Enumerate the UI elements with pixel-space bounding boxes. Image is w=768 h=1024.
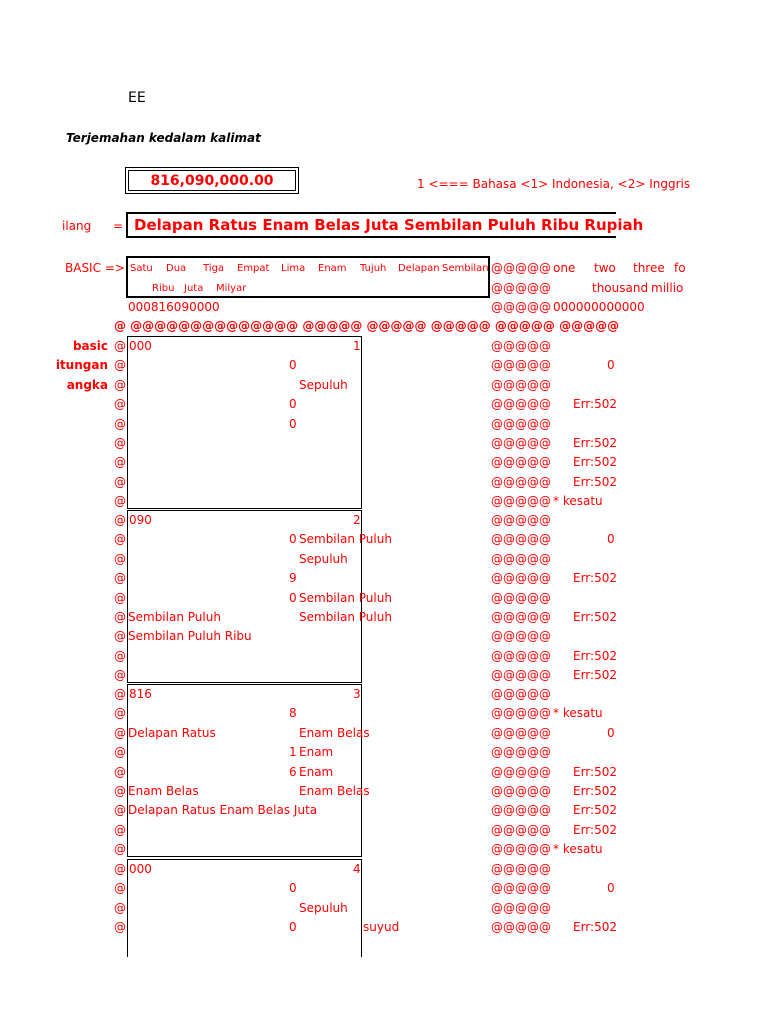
at-marker: @: [114, 649, 126, 663]
at-marker: @: [114, 591, 126, 605]
subtitle: Terjemahan kedalam kalimat: [66, 131, 261, 145]
row-right-value: Err:502: [573, 475, 617, 489]
row-mid-value: 0: [289, 358, 297, 372]
at-col: @@@@@: [491, 455, 551, 469]
at-col: @@@@@: [491, 339, 551, 353]
basic-code: 000816090000: [128, 300, 220, 314]
block-header-value: 000: [129, 862, 152, 876]
row-right-value: * kesatu: [553, 842, 603, 856]
block-header-value: 090: [129, 513, 152, 527]
side-label-itungan: itungan: [55, 358, 108, 372]
word-9: Sembilan: [442, 263, 489, 274]
row-right-value: Err:502: [573, 823, 617, 837]
row-mid-text: Sembilan Puluh: [299, 610, 392, 624]
word-5: Lima: [281, 263, 306, 274]
row-right-value: Err:502: [573, 436, 617, 450]
word-2: Dua: [166, 263, 187, 274]
row-mid-text: Sepuluh: [299, 552, 348, 566]
at-marker: @: [114, 610, 126, 624]
row-right-value: 0: [607, 532, 615, 546]
row-right-value: 0: [607, 881, 615, 895]
at-marker: @: [114, 417, 126, 431]
at-col: @@@@@: [491, 494, 551, 508]
at-col: @@@@@: [491, 862, 551, 876]
at-col-basic-2: @@@@@: [491, 281, 551, 295]
at-marker: @: [114, 726, 126, 740]
block-number: 1: [353, 339, 361, 353]
word-6: Enam: [318, 263, 347, 274]
at-marker: @: [114, 745, 126, 759]
at-marker: @: [114, 706, 126, 720]
row-right-value: Err:502: [573, 668, 617, 682]
block-number: 3: [353, 687, 361, 701]
at-marker: @: [114, 901, 126, 915]
row-right-value: Err:502: [573, 803, 617, 817]
row-left-text: Delapan Ratus: [128, 726, 216, 740]
row-right-value: 0: [607, 358, 615, 372]
row-mid-value: 8: [289, 706, 297, 720]
language-note: 1 <=== Bahasa <1> Indonesia, <2> Inggris: [417, 177, 691, 191]
row-mid-text: Enam Belas: [299, 726, 370, 740]
row-left-text: Enam Belas: [128, 784, 199, 798]
eng-one: one: [553, 261, 576, 275]
terbilang-box: [126, 212, 644, 238]
word-4: Empat: [237, 263, 270, 274]
at-col: @@@@@: [491, 687, 551, 701]
word-7: Tujuh: [360, 263, 387, 274]
number-box: [125, 167, 299, 194]
at-marker: @: [114, 862, 126, 876]
at-marker: @: [114, 571, 126, 585]
at-col: @@@@@: [491, 436, 551, 450]
row-mid-value: 0: [289, 881, 297, 895]
row-right-value: * kesatu: [553, 494, 603, 508]
at-marker: @: [114, 339, 126, 353]
at-marker: @: [114, 475, 126, 489]
row-mid-text: Sepuluh: [299, 378, 348, 392]
word-juta: Juta: [184, 283, 204, 294]
at-marker: @: [114, 668, 126, 682]
at-marker: @: [114, 397, 126, 411]
at-col: @@@@@: [491, 901, 551, 915]
row-mid-value: 9: [289, 571, 297, 585]
at-col: @@@@@: [491, 552, 551, 566]
at-col: @@@@@: [491, 571, 551, 585]
row-mid-value: 0: [289, 591, 297, 605]
row-mid-text: Enam: [299, 765, 334, 779]
word-ribu: Ribu: [152, 283, 175, 294]
eng-three: three: [633, 261, 665, 275]
number-value: 816,090,000.00: [150, 173, 274, 189]
block-box: [127, 336, 362, 509]
at-col: @@@@@: [491, 610, 551, 624]
at-col: @@@@@: [491, 649, 551, 663]
at-col: @@@@@: [491, 803, 551, 817]
at-marker: @: [114, 881, 126, 895]
eng-four: fo: [674, 261, 686, 275]
at-marker: @: [114, 803, 126, 817]
at-col: @@@@@: [491, 745, 551, 759]
eng-million: millio: [651, 281, 684, 295]
at-col: @@@@@: [491, 881, 551, 895]
side-label-angka: angka: [66, 378, 108, 392]
at-col: @@@@@: [491, 706, 551, 720]
at-marker: @: [114, 765, 126, 779]
ilang-label: ilang: [62, 219, 92, 233]
eng-two: two: [594, 261, 616, 275]
row-mid-value: 0: [289, 397, 297, 411]
at-col: @@@@@: [491, 417, 551, 431]
at-col: @@@@@: [491, 842, 551, 856]
block-header-value: 816: [129, 687, 152, 701]
english-words: [553, 260, 686, 320]
row-left-text: Sembilan Puluh Ribu: [128, 629, 252, 643]
at-col: @@@@@: [491, 668, 551, 682]
row-right-value: 0: [607, 726, 615, 740]
row-right-value: Err:502: [573, 571, 617, 585]
at-col: @@@@@: [491, 629, 551, 643]
at-marker: @: [114, 455, 126, 469]
at-separator-row: @ @@@@@@@@@@@@@@ @@@@@ @@@@@ @@@@@ @@@@@ @@@@@: [114, 319, 620, 333]
at-marker: @: [114, 494, 126, 508]
row-right-value: Err:502: [573, 765, 617, 779]
at-marker: @: [114, 784, 126, 798]
block-number: 4: [353, 862, 361, 876]
row-right-value: Err:502: [573, 455, 617, 469]
word-milyar: Milyar: [216, 283, 247, 294]
at-marker: @: [114, 823, 126, 837]
row-mid-text: Enam Belas: [299, 784, 370, 798]
at-marker: @: [114, 842, 126, 856]
at-col: @@@@@: [491, 513, 551, 527]
row-right-value: Err:502: [573, 784, 617, 798]
at-col: @@@@@: [491, 591, 551, 605]
at-marker: @: [114, 687, 126, 701]
at-marker: @: [114, 436, 126, 450]
at-col: @@@@@: [491, 532, 551, 546]
at-col-basic-3: @@@@@: [491, 300, 551, 314]
at-marker: @: [114, 552, 126, 566]
row-left-text: Delapan Ratus Enam Belas Juta: [128, 803, 318, 817]
row-right-value: Err:502: [573, 397, 617, 411]
at-marker: @: [114, 513, 126, 527]
equals-sign: =: [113, 219, 124, 233]
at-col: @@@@@: [491, 358, 551, 372]
word-8: Delapan: [398, 263, 440, 274]
basic-words-box: [126, 256, 490, 298]
at-marker: @: [114, 920, 126, 934]
cell-ee: EE: [128, 90, 146, 106]
block-number: 2: [353, 513, 361, 527]
eng-thousand: thousand: [592, 281, 649, 295]
at-marker: @: [114, 358, 126, 372]
eng-zeros: 000000000000: [553, 300, 645, 314]
row-mid-text: Sembilan Puluh: [299, 532, 392, 546]
word-3: Tiga: [203, 263, 225, 274]
block-header-value: 000: [129, 339, 152, 353]
row-mid-value: 0: [289, 417, 297, 431]
at-col: @@@@@: [491, 475, 551, 489]
row-mid-text: suyud: [363, 920, 400, 934]
at-marker: @: [114, 378, 126, 392]
at-marker: @: [114, 629, 126, 643]
at-col: @@@@@: [491, 397, 551, 411]
at-marker: @: [114, 532, 126, 546]
row-mid-value: 1: [289, 745, 297, 759]
at-col: @@@@@: [491, 378, 551, 392]
row-mid-text: Sembilan Puluh: [299, 591, 392, 605]
row-mid-text: Enam: [299, 745, 334, 759]
at-col-basic-1: @@@@@: [491, 261, 551, 275]
word-1: Satu: [130, 263, 153, 274]
terbilang-text: Delapan Ratus Enam Belas Juta Sembilan Puluh Ribu Rupiah: [134, 216, 644, 234]
at-col: @@@@@: [491, 784, 551, 798]
row-right-value: Err:502: [573, 610, 617, 624]
row-right-value: Err:502: [573, 649, 617, 663]
row-right-value: Err:502: [573, 920, 617, 934]
side-label-basic: basic: [72, 339, 108, 353]
at-col: @@@@@: [491, 920, 551, 934]
at-col: @@@@@: [491, 823, 551, 837]
row-mid-value: 0: [289, 920, 297, 934]
at-col: @@@@@: [491, 726, 551, 740]
row-mid-text: Sepuluh: [299, 901, 348, 915]
row-mid-value: 6: [289, 765, 297, 779]
row-right-value: * kesatu: [553, 706, 603, 720]
at-col: @@@@@: [491, 765, 551, 779]
row-mid-value: 0: [289, 532, 297, 546]
row-left-text: Sembilan Puluh: [128, 610, 221, 624]
basic-label: BASIC =>: [65, 261, 125, 275]
